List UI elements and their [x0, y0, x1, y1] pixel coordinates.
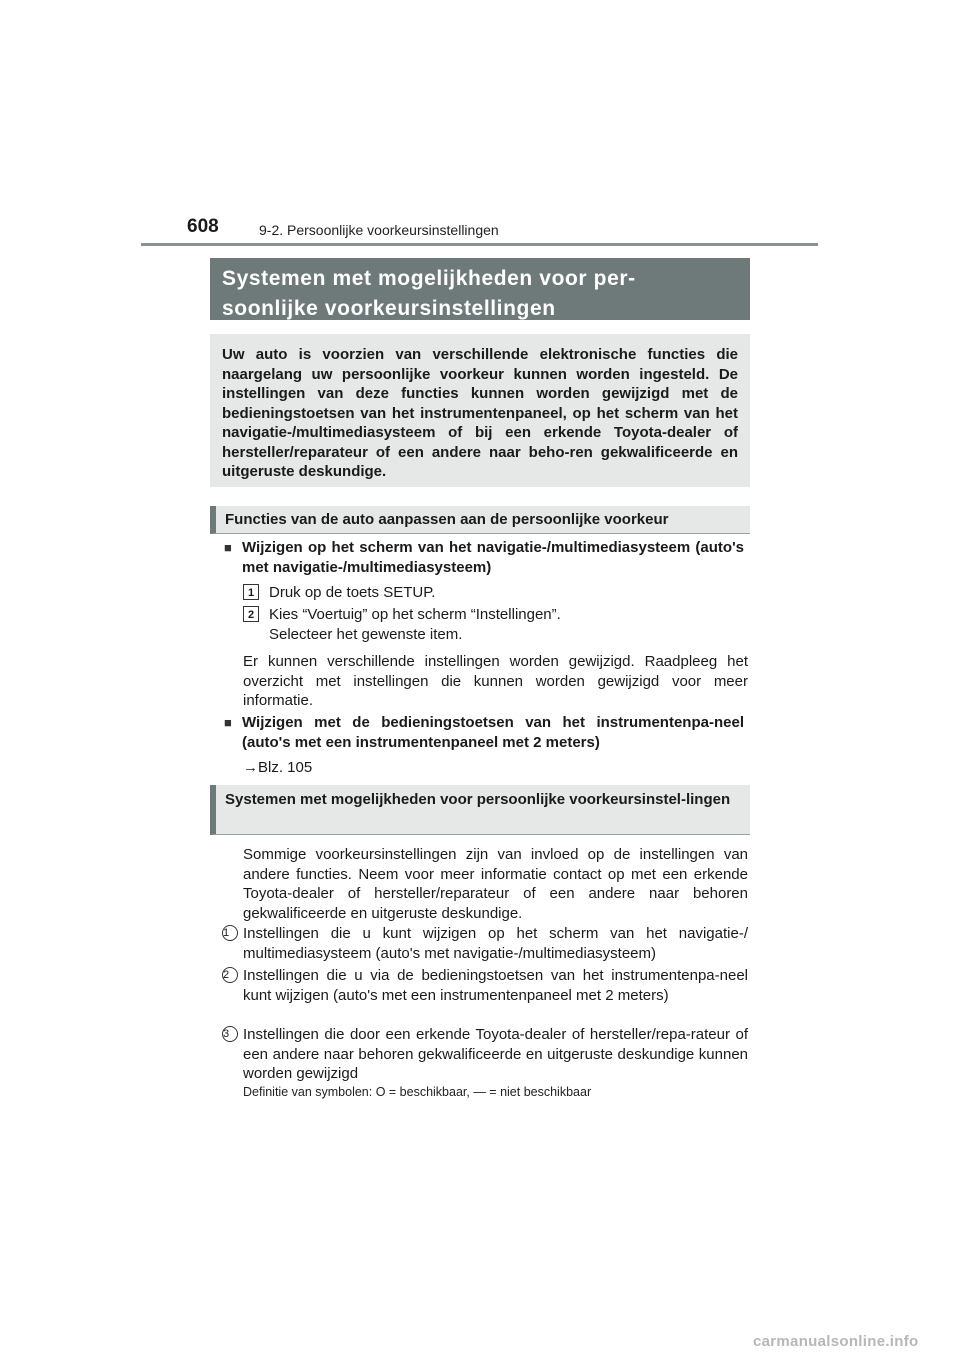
- section-heading-systemen: [210, 785, 750, 835]
- step-number-box: 2: [243, 606, 259, 622]
- page-title-line-2: soonlijke voorkeursinstellingen: [222, 297, 556, 320]
- arrow-right-icon: →: [243, 759, 258, 776]
- intro-text: Uw auto is voorzien van verschillende elektronische functies die naargelang uw persoonlijke voorkeur kunnen worden ingesteld. De instellingen van deze functies kunnen worden gewijzigd met de bedieningstoetsen van het instrumentenpaneel, op het scherm van het navigatie-/multimediasysteem of bij een erkende Toyota-dealer of hersteller/reparateur of een andere naar beho-ren gekwalificeerde en uitgeruste deskundige.: [222, 346, 738, 480]
- step-text-continued: Selecteer het gewenste item.: [269, 625, 463, 643]
- numbered-item-1: [222, 924, 748, 963]
- page-title-line-1: Systemen met mogelijkheden voor per-: [222, 267, 636, 290]
- page-title: [210, 258, 750, 320]
- page-reference: [243, 758, 312, 778]
- circled-number-icon: 3: [222, 1026, 238, 1042]
- symbol-definition: Definitie van symbolen: O = beschikbaar, — = niet beschikbaar: [243, 1085, 592, 1099]
- site-watermark: carmanualsonline.info: [753, 1333, 919, 1350]
- square-bullet-icon: ■: [224, 715, 232, 730]
- bullet-item-navigatie: [224, 538, 744, 577]
- systems-paragraph: Sommige voorkeursinstellingen zijn van invloed op de instellingen van andere functies. Neem voor meer informatie contact op met een erkende Toyota-dealer of hersteller/reparateur of een andere naar behoren gekwalificeerde en uitgeruste deskundige.: [243, 846, 748, 922]
- numbered-item-3: [222, 1025, 748, 1084]
- step-text: Druk op de toets SETUP.: [269, 584, 436, 601]
- section-heading-text: Functies van de auto aanpassen aan de persoonlijke voorkeur: [225, 511, 669, 528]
- bullet-item-instrumentenpaneel: [224, 713, 744, 752]
- bullet-text: Wijzigen op het scherm van het navigatie-/multimediasysteem (auto's met navigatie-/multimediasysteem): [242, 539, 744, 576]
- page-reference-text: Blz. 105: [258, 759, 313, 776]
- section-heading-functies: [210, 506, 750, 534]
- numbered-item-text: Instellingen die door een erkende Toyota-dealer of hersteller/repa-rateur of een andere naar behoren gekwalificeerde en uitgeruste deskundige kunnen worden gewijzigd: [243, 1026, 748, 1082]
- step-text: Kies “Voertuig” op het scherm “Instellingen”.: [269, 606, 561, 623]
- intro-box: [210, 334, 750, 487]
- circled-number-icon: 1: [222, 925, 238, 941]
- step-item-2: [243, 605, 748, 644]
- circled-number-icon: 2: [222, 967, 238, 983]
- bullet-text: Wijzigen met de bedieningstoetsen van het instrumentenpa-neel (auto's met een instrumentenpaneel met 2 meters): [242, 714, 744, 751]
- square-bullet-icon: ■: [224, 540, 232, 555]
- running-header: 9-2. Persoonlijke voorkeursinstellingen: [259, 222, 499, 238]
- settings-note: Er kunnen verschillende instellingen worden gewijzigd. Raadpleeg het overzicht met instellingen die kunnen worden gewijzigd voor meer informatie.: [243, 653, 748, 709]
- numbered-item-text: Instellingen die u kunt wijzigen op het scherm van het navigatie-/ multimediasysteem (auto's met navigatie-/multimediasysteem): [243, 925, 748, 962]
- header-divider: [141, 243, 818, 246]
- numbered-item-text: Instellingen die u via de bedieningstoetsen van het instrumentenpa-neel kunt wijzigen (auto's met een instrumentenpaneel met 2 meters): [243, 967, 748, 1004]
- step-item-1: [243, 583, 748, 603]
- numbered-item-2: [222, 966, 748, 1005]
- section-heading-text: Systemen met mogelijkheden voor persoonlijke voorkeursinstel-lingen: [225, 791, 731, 808]
- step-number-box: 1: [243, 584, 259, 600]
- page-number: 608: [187, 216, 219, 237]
